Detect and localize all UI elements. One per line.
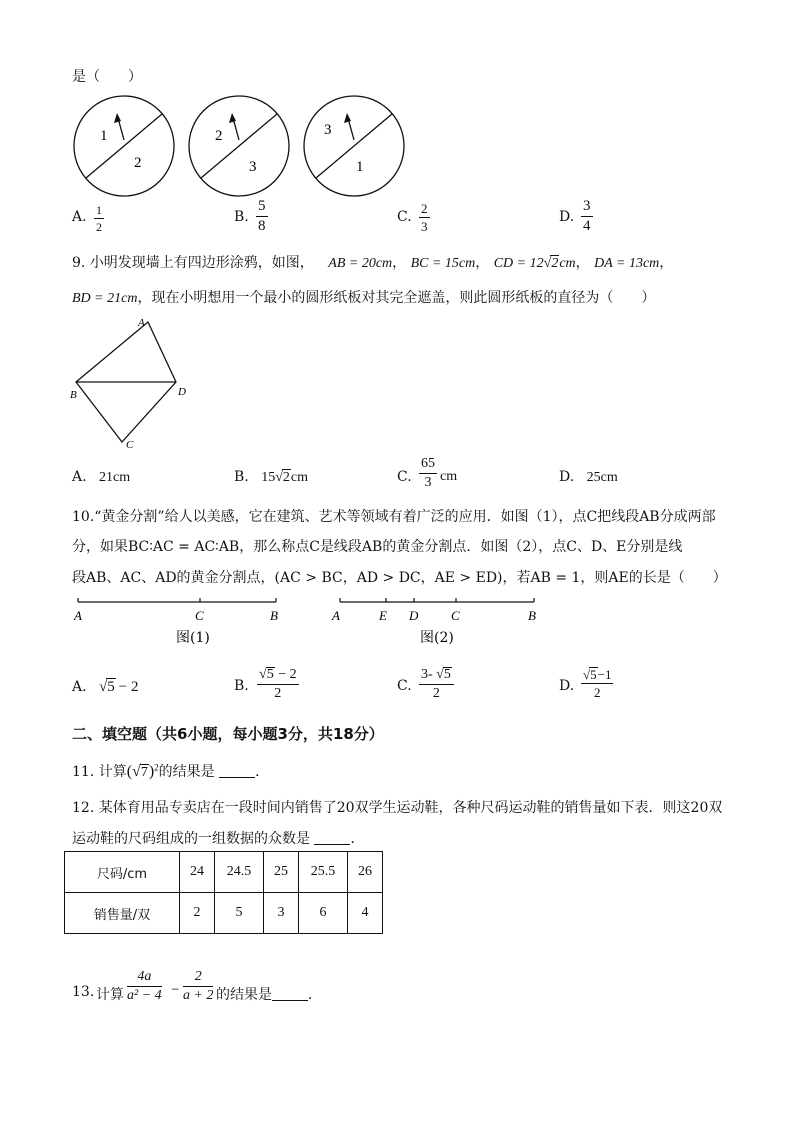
q10-option-c-letter: C. bbox=[397, 678, 412, 694]
q10-option-c-fraction: 3- √5 2 bbox=[419, 667, 454, 701]
table-cell: 24 bbox=[180, 852, 215, 893]
spinner-3 bbox=[304, 96, 404, 196]
fig2-caption: 图(2) bbox=[420, 630, 454, 646]
fig1-caption: 图(1) bbox=[176, 630, 210, 646]
q12-sales-table bbox=[64, 851, 383, 934]
q9-option-c-unit: cm bbox=[440, 469, 458, 484]
fig2-label-c: C bbox=[451, 608, 460, 623]
fig1-label-a: A bbox=[74, 608, 82, 623]
q9-da: DA = 13cm bbox=[594, 256, 660, 271]
q9-line-1: 9. 小明发现墙上有四边形涂鸦，如图， AB = 20cm， BC = 15cm， CD = 12√2cm， DA = 13cm， bbox=[72, 255, 674, 271]
fig2-label-a: A bbox=[332, 608, 340, 623]
section-2-heading: 二、填空题（共6小题，每小题3分，共18分） bbox=[72, 725, 384, 743]
q8-option-c-fraction: 2 3 bbox=[421, 201, 428, 234]
q9-label-a: A bbox=[138, 317, 145, 329]
q9-cd: CD = 12√2cm bbox=[493, 256, 576, 271]
q9-bc: BC = 15cm bbox=[410, 256, 476, 271]
q13-answer-blank[interactable] bbox=[272, 988, 308, 1001]
q9-option-a: A. 21cm bbox=[72, 469, 131, 485]
pointer-arrow-icon bbox=[344, 113, 351, 123]
q8-option-c-letter: C. bbox=[397, 209, 412, 225]
fig2-label-d: D bbox=[409, 608, 419, 623]
q13-pre: 计算 bbox=[96, 987, 124, 1003]
table-cell: 25.5 bbox=[299, 852, 348, 893]
q10-figure-1 bbox=[70, 594, 290, 650]
q10-option-d-fraction: √5−1 2 bbox=[583, 667, 612, 700]
table-cell: 26 bbox=[348, 852, 383, 893]
q10-option-d-letter: D. bbox=[559, 678, 575, 694]
spinner-1-bottom-label: 2 bbox=[134, 155, 142, 171]
q9-ab: AB = 20cm bbox=[328, 256, 393, 271]
table-row bbox=[65, 852, 383, 893]
fig1-label-c: C bbox=[195, 608, 204, 623]
table-cell: 25 bbox=[264, 852, 299, 893]
table-header-count: 销售量/双 bbox=[65, 893, 180, 934]
q10-option-b-letter: B. bbox=[234, 678, 249, 694]
spinner-3-bottom-label: 1 bbox=[356, 159, 364, 175]
q12-line-2: 运动鞋的尺码组成的一组数据的众数是 ． bbox=[72, 831, 365, 847]
q8-option-d-fraction: 3 4 bbox=[583, 198, 591, 234]
q13-fraction-2: 2 a + 2 bbox=[183, 969, 214, 1003]
table-row bbox=[65, 893, 383, 934]
q9-bd: BD = 21cm bbox=[72, 291, 138, 306]
pointer-arrow-icon bbox=[114, 113, 121, 123]
q12-line-1: 12. 某体育用品专卖店在一段时间内销售了20双学生运动鞋，各种尺码运动鞋的销售量如下表．则这20双 bbox=[72, 800, 723, 816]
q9-option-c-fraction: 65 3 bbox=[421, 456, 435, 490]
q11-number: 11. bbox=[72, 764, 95, 780]
table-cell: 24.5 bbox=[215, 852, 264, 893]
q9-option-d: D. 25cm bbox=[559, 469, 618, 485]
q9-label-d: D bbox=[178, 386, 186, 398]
q11-answer-blank[interactable] bbox=[219, 765, 255, 778]
q9-option-c-letter: C. bbox=[397, 469, 412, 485]
q8-option-d-letter: D. bbox=[559, 209, 575, 225]
spinner-2-bottom-label: 3 bbox=[249, 159, 257, 175]
q9-line-2 bbox=[72, 287, 655, 307]
q10-figure-2 bbox=[330, 594, 550, 650]
spinner-1 bbox=[74, 96, 174, 196]
q12-answer-blank[interactable] bbox=[314, 832, 350, 845]
q9-label-c: C bbox=[126, 439, 134, 451]
q9-number: 9. bbox=[72, 255, 86, 271]
q9-text-2: ，现在小明想用一个最小的圆形纸板对其完全遮盖，则此圆形纸板的直径为（ ） bbox=[137, 290, 656, 306]
q12-number: 12. bbox=[72, 800, 95, 816]
q10-line-1: 10.“黄金分割”给人以美感，它在建筑、艺术等领域有着广泛的应用．如图（1），点C把线段AB分成两部 bbox=[72, 509, 716, 525]
q9-option-b: B. 15√2cm bbox=[234, 469, 308, 485]
spinner-3-top-label: 3 bbox=[324, 122, 332, 138]
fig2-label-e: E bbox=[379, 608, 387, 623]
table-cell: 5 bbox=[215, 893, 264, 934]
q8-option-a-fraction: 1 2 bbox=[96, 203, 102, 234]
spinner-1-top-label: 1 bbox=[100, 128, 108, 144]
table-header-size: 尺码/cm bbox=[65, 852, 180, 893]
table-cell: 6 bbox=[299, 893, 348, 934]
q11-line: 11. 计算$(√7)^2$的结果是 ． bbox=[72, 762, 270, 780]
spinner-2 bbox=[189, 96, 289, 196]
q10-line-2: 分，如果BC∶AC = AC∶AB，那么称点C是线段AB的黄金分割点．如图（2），点C、D、E分别是线 bbox=[72, 539, 683, 555]
q10-option-a: A. √5 − 2 bbox=[72, 679, 139, 695]
q13-post: 的结果是 ． bbox=[216, 987, 322, 1003]
fig2-label-b: B bbox=[528, 608, 536, 623]
table-cell: 4 bbox=[348, 893, 383, 934]
q10-number: 10. bbox=[72, 509, 95, 525]
q8-spinners-figure bbox=[70, 94, 410, 198]
q8-option-a-letter: A. bbox=[72, 209, 87, 225]
q9-quadrilateral-figure bbox=[66, 312, 196, 452]
q10-option-b-fraction: √5 − 2 2 bbox=[259, 667, 297, 701]
q8-question-tail: 是（ ） bbox=[72, 69, 142, 85]
q10-line-3: 段AB、AC、AD的黄金分割点，(AC > BC，AD > DC，AE > ED)，若AB = 1，则AE的长是（ ） bbox=[72, 570, 727, 586]
q8-option-b-letter: B. bbox=[234, 209, 249, 225]
table-cell: 3 bbox=[264, 893, 299, 934]
table-cell: 2 bbox=[180, 893, 215, 934]
q9-label-b: B bbox=[70, 389, 77, 401]
q13-fraction-1: 4a a² − 4 bbox=[127, 969, 162, 1003]
q13-minus: − bbox=[171, 982, 180, 998]
q13-number: 13. bbox=[72, 984, 95, 1000]
q8-option-b-fraction: 5 8 bbox=[258, 198, 266, 234]
pointer-arrow-icon bbox=[229, 113, 236, 123]
q9-text-1: 小明发现墙上有四边形涂鸦，如图， bbox=[89, 255, 314, 271]
spinner-2-top-label: 2 bbox=[215, 128, 223, 144]
fig1-label-b: B bbox=[270, 608, 278, 623]
